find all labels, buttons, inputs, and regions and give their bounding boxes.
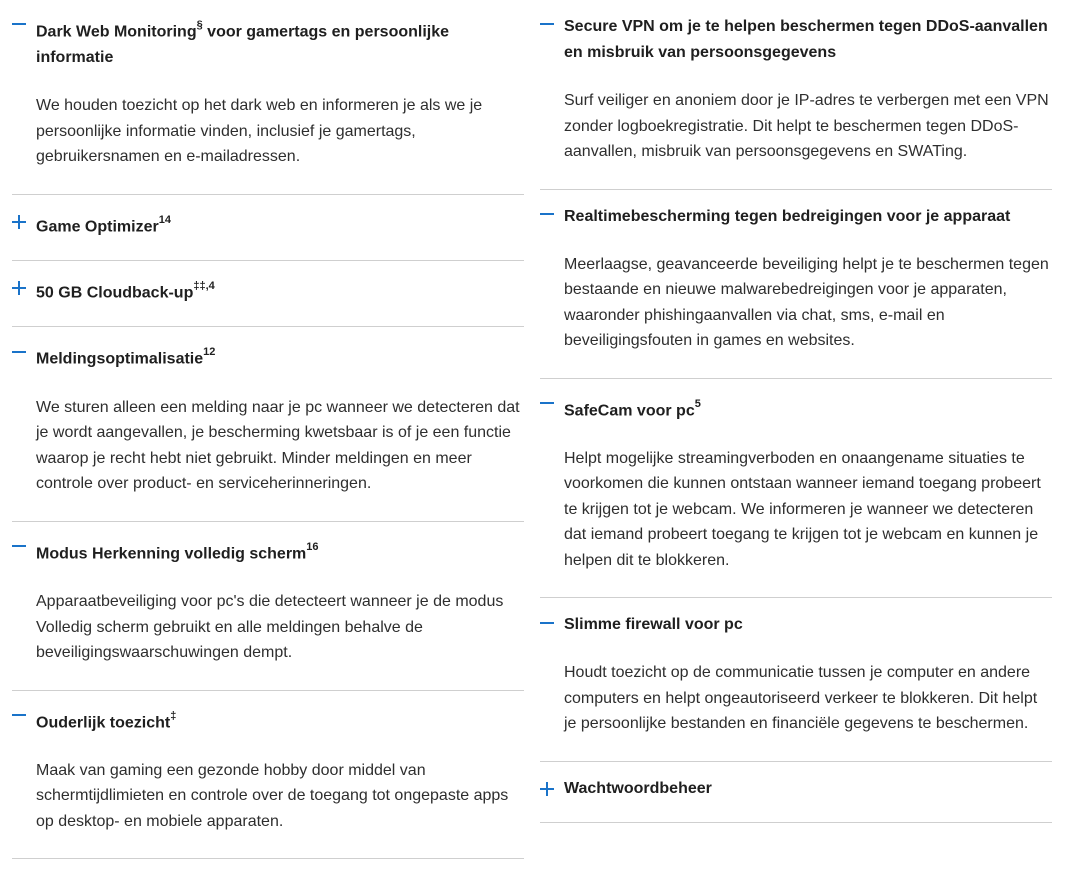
collapse-minus-icon[interactable]	[12, 14, 26, 36]
accordion-title	[36, 275, 215, 306]
expand-plus-icon[interactable]	[12, 209, 26, 231]
accordion-title-text: Modus Herkenning volledig scherm	[36, 545, 307, 563]
accordion-header[interactable]	[12, 261, 524, 326]
accordion-title-text: Ouderlijk toezicht	[36, 713, 171, 731]
accordion-title	[36, 14, 524, 71]
accordion-title	[564, 612, 743, 638]
accordion-title-text: Wachtwoordbeheer	[564, 779, 712, 797]
accordion-description: Houdt toezicht op de communicatie tussen je computer en andere computers en helpt ongeautoriseerd verkeer te blokkeren. Dit helpt je persoonlijke bestanden en financiële gegevens te beschermen.	[564, 664, 1038, 733]
feature-accordion-left	[12, 0, 524, 859]
accordion-title-text: SafeCam voor pc	[564, 401, 695, 419]
accordion-item-secure-vpn-om-je-te-helpen-beschermen-te	[540, 0, 1052, 190]
accordion-title	[36, 536, 319, 567]
accordion-item-wachtwoordbeheer	[540, 762, 1052, 823]
accordion-header[interactable]	[540, 0, 1052, 66]
accordion-title-text: Slimme firewall voor pc	[564, 616, 743, 634]
accordion-title-text: Dark Web Monitoring	[36, 23, 197, 41]
accordion-header[interactable]	[12, 691, 524, 736]
accordion-description: Maak van gaming een gezonde hobby door middel van schermtijdlimieten en controle over de toegang tot ongepaste apps op desktop- en mobiele apparaten.	[36, 761, 509, 830]
accordion-item-meldingsoptimalisatie	[12, 327, 524, 521]
accordion-item-slimme-firewall-voor-pc	[540, 598, 1052, 762]
accordion-header[interactable]	[540, 598, 1052, 638]
feature-accordion-right	[540, 0, 1052, 823]
footnote-marker: ‡‡,4	[193, 280, 215, 293]
accordion-description: Surf veiliger en anoniem door je IP-adres te verbergen met een VPN zonder logboekregistratie. Dit helpt te beschermen tegen DDoS-aanvallen, misbruik van persoonsgegevens en SWATing.	[564, 92, 1049, 160]
accordion-item-game-optimizer	[12, 195, 524, 261]
accordion-title	[564, 204, 1010, 230]
accordion-title-text: 50 GB Cloudback-up	[36, 284, 194, 302]
accordion-description: We houden toezicht op het dark web en informeren je als we je persoonlijke informatie vinden, inclusief je gamertags, gebruikersnamen en e-mailadressen.	[36, 97, 483, 166]
collapse-minus-icon[interactable]	[540, 204, 554, 226]
footnote-marker: 12	[203, 346, 216, 359]
footnote-marker: 16	[306, 540, 319, 553]
accordion-title	[36, 209, 171, 240]
accordion-header[interactable]	[540, 379, 1052, 424]
accordion-item-50-gb-cloudback-up	[12, 261, 524, 327]
accordion-title	[36, 341, 215, 372]
accordion-title	[564, 14, 1052, 66]
expand-plus-icon[interactable]	[540, 776, 554, 798]
footnote-marker: ‡	[170, 709, 177, 722]
collapse-minus-icon[interactable]	[12, 536, 26, 558]
expand-plus-icon[interactable]	[12, 275, 26, 297]
accordion-title-text-cont: voor gamertags en persoonlijke informatie	[36, 23, 450, 67]
accordion-header[interactable]	[12, 195, 524, 260]
collapse-minus-icon[interactable]	[540, 393, 554, 415]
accordion-title-text: Realtimebescherming tegen bedreigingen voor je apparaat	[564, 207, 1011, 225]
collapse-minus-icon[interactable]	[12, 705, 26, 727]
footnote-marker: 14	[158, 213, 171, 226]
collapse-minus-icon[interactable]	[540, 14, 554, 36]
accordion-header[interactable]	[12, 327, 524, 372]
accordion-title-text: Meldingsoptimalisatie	[36, 350, 204, 368]
accordion-description: Meerlaagse, geavanceerde beveiliging helpt je te beschermen tegen bestaande en nieuwe malwarebedreigingen voor je apparaten, waaronder phishingaanvallen via chat, sms, e-mail en beveiligingsfouten in games en websites.	[564, 255, 1049, 349]
accordion-title	[564, 776, 712, 802]
footnote-marker: §	[196, 19, 203, 31]
accordion-header[interactable]	[540, 762, 1052, 822]
footnote-marker: 5	[694, 397, 701, 410]
accordion-item-ouderlijk-toezicht	[12, 691, 524, 860]
accordion-item-realtimebescherming-tegen-bedreigingen-v	[540, 190, 1052, 379]
accordion-item-safecam-voor-pc	[540, 379, 1052, 599]
collapse-minus-icon[interactable]	[12, 341, 26, 363]
accordion-item-dark-web-monitoring	[12, 0, 524, 195]
accordion-description: Helpt mogelijke streamingverboden en onaangename situaties te voorkomen die kunnen ontstaan wanneer iemand toegang probeert te krijgen tot je webcam. We informeren je wanneer we detecteren dat iemand probeert toegang te krijgen tot je webcam en kunnen je helpen dit te blokkeren.	[564, 449, 1041, 569]
accordion-description: Apparaatbeveiliging voor pc's die detecteert wanneer je de modus Volledig scherm gebruikt en alle meldingen behalve de beveiligingswaarschuwingen dempt.	[36, 593, 504, 662]
accordion-header[interactable]	[540, 190, 1052, 230]
accordion-title	[564, 393, 701, 424]
accordion-header[interactable]	[12, 0, 524, 71]
collapse-minus-icon[interactable]	[540, 612, 554, 634]
accordion-header[interactable]	[12, 522, 524, 567]
accordion-item-modus-herkenning-volledig-scherm	[12, 522, 524, 691]
accordion-title	[36, 705, 176, 736]
accordion-description: We sturen alleen een melding naar je pc wanneer we detecteren dat je wordt aangevallen, je bescherming kwetsbaar is of je een functie waarop je recht hebt niet gebruikt. Minder meldingen en meer controle over product- en serviceherinneringen.	[36, 398, 520, 493]
accordion-title-text: Game Optimizer	[36, 218, 159, 236]
accordion-title-text: Secure VPN om je te helpen beschermen tegen DDoS-aanvallen en misbruik van persoonsgegevens	[564, 18, 1048, 61]
